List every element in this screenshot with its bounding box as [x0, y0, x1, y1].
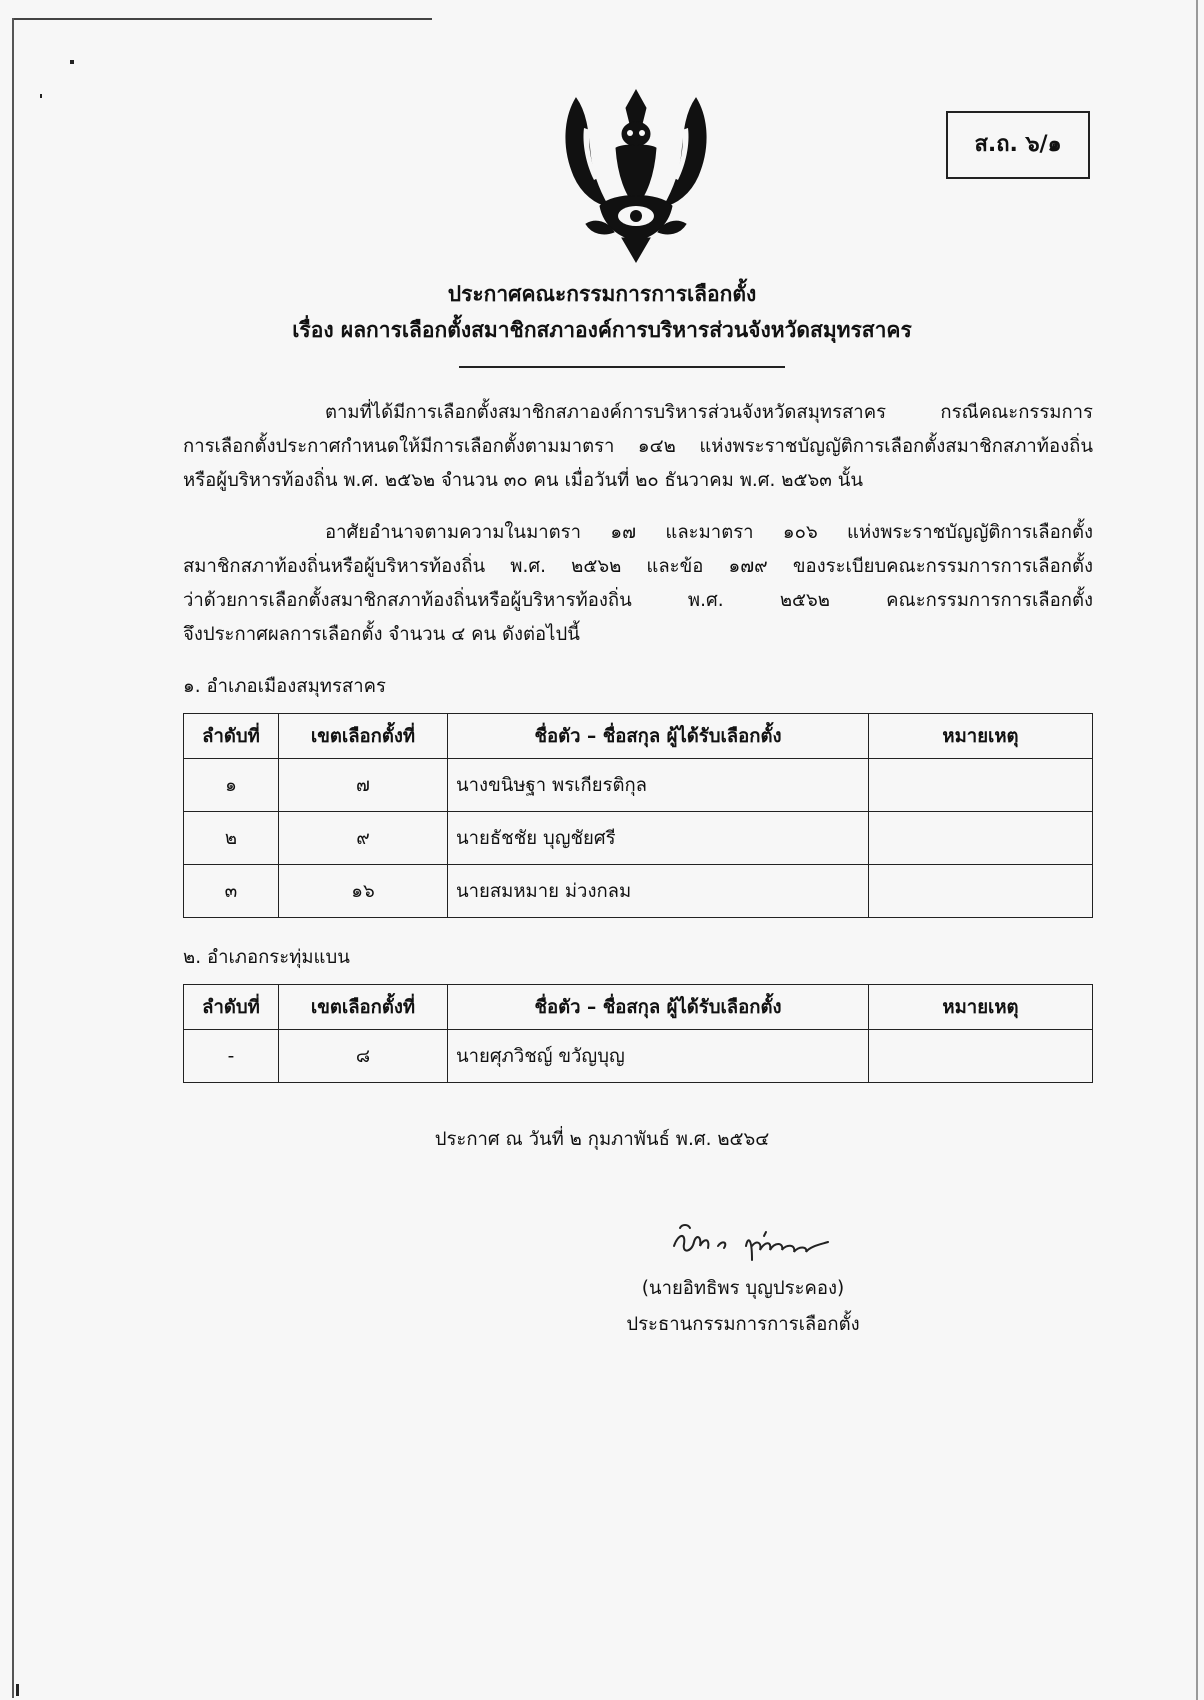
- table-row: [184, 812, 1093, 865]
- announcement-title: ประกาศคณะกรรมการการเลือกตั้ง: [447, 282, 757, 306]
- column-header-name: ชื่อตัว – ชื่อสกุล ผู้ได้รับเลือกตั้ง: [448, 714, 869, 759]
- scan-border-right: [1196, 0, 1198, 1700]
- cell-order: -: [184, 1030, 279, 1083]
- cell-note: [869, 759, 1093, 812]
- cell-name: นายศุภวิชญ์ ขวัญบุญ: [448, 1030, 869, 1083]
- scan-border-top: [12, 18, 432, 20]
- paragraph-line: สมาชิกสภาท้องถิ่นหรือผู้บริหารท้องถิ่น พ.ศ. ๒๕๖๒ และข้อ ๑๗๙ ของระเบียบคณะกรรมการการเลือกตั้ง: [183, 556, 1093, 577]
- column-header-name: ชื่อตัว – ชื่อสกุล ผู้ได้รับเลือกตั้ง: [448, 985, 869, 1030]
- cell-name: นางขนิษฐา พรเกียรติกุล: [448, 759, 869, 812]
- column-header-note: หมายเหตุ: [869, 985, 1093, 1030]
- column-header-note: หมายเหตุ: [869, 714, 1093, 759]
- announcement-date: ประกาศ ณ วันที่ ๒ กุมภาพันธ์ พ.ศ. ๒๕๖๔: [434, 1129, 770, 1150]
- column-header-zone: เขตเลือกตั้งที่: [279, 985, 448, 1030]
- paragraph-preamble: [183, 396, 1093, 498]
- document-code-box: ส.ถ. ๖/๑: [946, 111, 1090, 179]
- cell-zone: ๘: [279, 1030, 448, 1083]
- paragraph-line: การเลือกตั้งประกาศกำหนดให้มีการเลือกตั้งตามมาตรา ๑๔๒ แห่งพระราชบัญญัติการเลือกตั้งสมาชิกสภาท้องถิ่น: [183, 436, 1093, 457]
- signer-name: (นายอิทธิพร บุญประคอง): [641, 1278, 845, 1299]
- table-header-row: [184, 985, 1093, 1030]
- column-header-order: ลำดับที่: [184, 714, 279, 759]
- scan-border-left: [12, 18, 14, 1698]
- paragraph-line: อาศัยอำนาจตามความในมาตรา ๑๗ และมาตรา ๑๐๖ แห่งพระราชบัญญัติการเลือกตั้ง: [325, 522, 1093, 543]
- scan-speck: [70, 60, 74, 64]
- table-row: [184, 759, 1093, 812]
- cell-note: [869, 812, 1093, 865]
- cell-zone: ๗: [279, 759, 448, 812]
- section-heading-krathum-baen: ๒. อำเภอกระทุ่มแบน: [183, 947, 350, 968]
- cell-order: ๑: [184, 759, 279, 812]
- results-table-krathum-baen: [183, 984, 1093, 1083]
- title-underline: [459, 366, 785, 368]
- cell-order: ๓: [184, 865, 279, 918]
- cell-name: นายสมหมาย ม่วงกลม: [448, 865, 869, 918]
- paragraph-line: หรือผู้บริหารท้องถิ่น พ.ศ. ๒๕๖๒ จำนวน ๓๐ คน เมื่อวันที่ ๒๐ ธันวาคม พ.ศ. ๒๕๖๓ นั้น: [183, 470, 864, 491]
- results-table-mueang: [183, 713, 1093, 918]
- cell-note: [869, 1030, 1093, 1083]
- section-heading-mueang: ๑. อำเภอเมืองสมุทรสาคร: [183, 676, 386, 697]
- cell-zone: ๙: [279, 812, 448, 865]
- paragraph-authority: [183, 516, 1093, 652]
- table-row: [184, 1030, 1093, 1083]
- signer-title: ประธานกรรมการการเลือกตั้ง: [626, 1314, 860, 1335]
- cell-zone: ๑๖: [279, 865, 448, 918]
- scan-speck: [40, 94, 42, 98]
- announcement-subject: เรื่อง ผลการเลือกตั้งสมาชิกสภาองค์การบริหารส่วนจังหวัดสมุทรสาคร: [292, 318, 912, 342]
- scan-speck: [16, 1684, 19, 1696]
- paragraph-line: จึงประกาศผลการเลือกตั้ง จำนวน ๔ คน ดังต่อไปนี้: [183, 624, 580, 645]
- cell-note: [869, 865, 1093, 918]
- table-header-row: [184, 714, 1093, 759]
- cell-order: ๒: [184, 812, 279, 865]
- table-row: [184, 865, 1093, 918]
- cell-name: นายธัชชัย บุญชัยศรี: [448, 812, 869, 865]
- handwritten-signature: [668, 1216, 838, 1268]
- column-header-order: ลำดับที่: [184, 985, 279, 1030]
- paragraph-line: ตามที่ได้มีการเลือกตั้งสมาชิกสภาองค์การบริหารส่วนจังหวัดสมุทรสาคร กรณีคณะกรรมการ: [325, 402, 1093, 423]
- column-header-zone: เขตเลือกตั้งที่: [279, 714, 448, 759]
- paragraph-line: ว่าด้วยการเลือกตั้งสมาชิกสภาท้องถิ่นหรือผู้บริหารท้องถิ่น พ.ศ. ๒๕๖๒ คณะกรรมการการเลือกตั้ง: [183, 590, 1093, 611]
- garuda-emblem-icon: [556, 88, 716, 264]
